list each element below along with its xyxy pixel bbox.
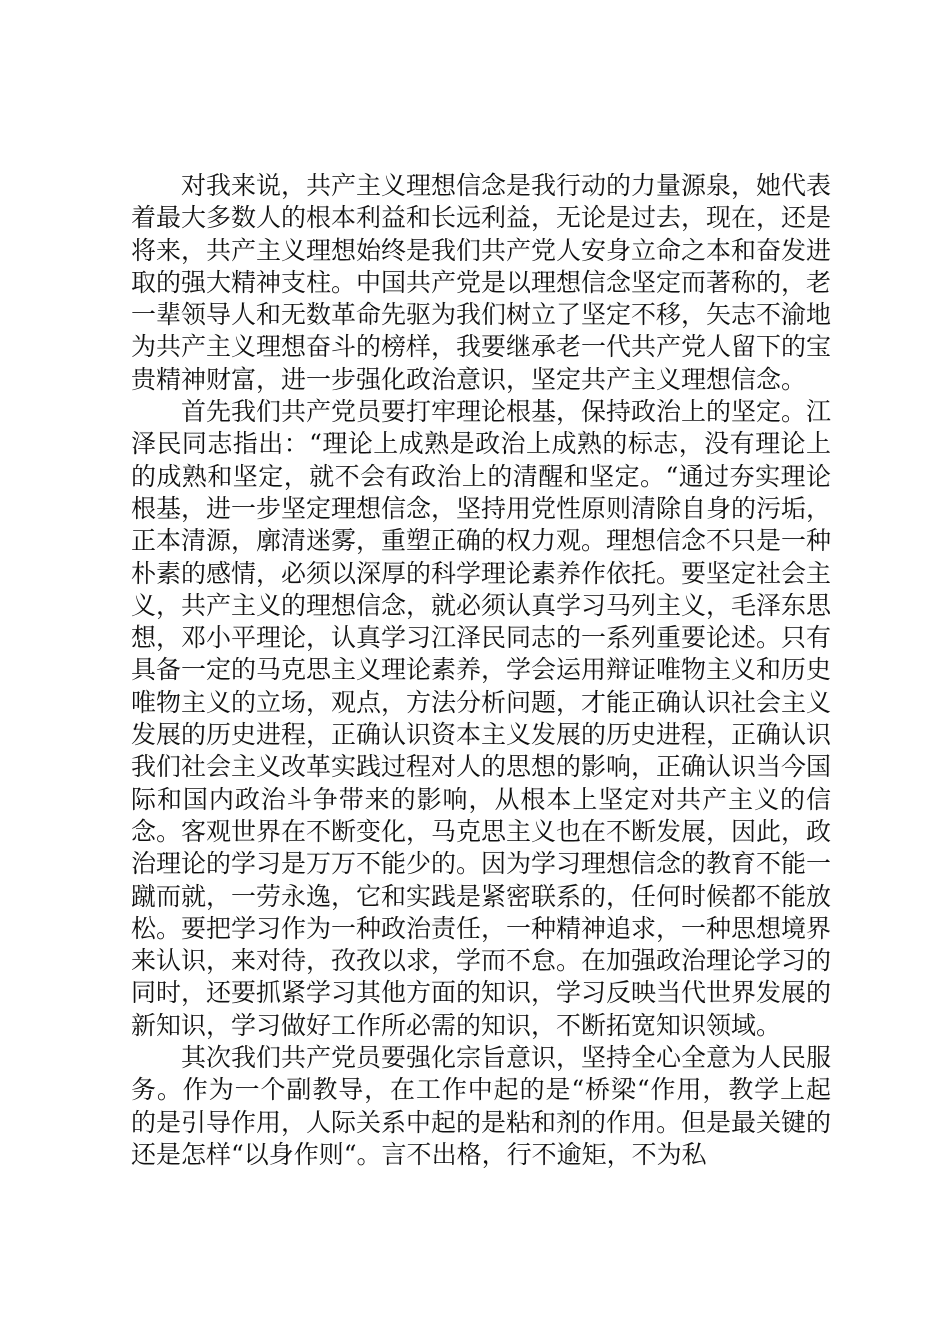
paragraph-theory-foundation: 首先我们共产党员要打牢理论根基，保持政治上的坚定。江泽民同志指出：“理论上成熟是政治上成熟的标志，没有理论上的成熟和坚定，就不会有政治上的清醒和坚定。“通过夯实理论根基，进一步坚定理想信念，坚持用党性原则清除自身的污垢，正本清源，廓清迷雾，重塑正确的权力观。理想信念不只是一种朴素的感情，必须以深厚的科学理论素养作依托。要坚定社会主义，共产主义的理想信念，就必须认真学习马列主义，毛泽东思想，邓小平理论，认真学习江泽民同志的一系列重要论述。只有具备一定的马克思主义理论素养，学会运用辩证唯物主义和历史唯物主义的立场，观点，方法分析问题，才能正确认识社会主义发展的历史进程，正确认识资本主义发展的历史进程，正确认识我们社会主义改革实践过程对人的思想的影响，正确认识当今国际和国内政治斗争带来的影响，从根本上坚定对共产主义的信念。客观世界在不断变化，马克思主义也在不断发展，因此，政治理论的学习是万万不能少的。因为学习理想信念的教育不能一蹴而就，一劳永逸，它和实践是紧密联系的，任何时候都不能放松。要把学习作为一种政治责任，一种精神追求，一种思想境界来认识，来对待，孜孜以求，学而不怠。在加强政治理论学习的同时，还要抓紧学习其他方面的知识，学习反映当代世界发展的新知识，学习做好工作所必需的知识，不断拓宽知识领域。 [131,397,832,1040]
paragraph-ideal-belief: 对我来说，共产主义理想信念是我行动的力量源泉，她代表着最大多数人的根本利益和长远利益，无论是过去，现在，还是将来，共产主义理想始终是我们共产党人安身立命之本和奋发进取的强大精神支柱。中国共产党是以理想信念坚定而著称的，老一辈领导人和无数革命先驱为我们树立了坚定不移，矢志不渝地为共产主义理想奋斗的榜样，我要继承老一代共产党人留下的宝贵精神财富，进一步强化政治意识，坚定共产主义理想信念。 [131,171,832,394]
document-body [131,170,831,1171]
paragraph-service-purpose: 其次我们共产党员要强化宗旨意识，坚持全心全意为人民服务。作为一个副教导，在工作中起的是“桥梁“作用，教学上起的是引导作用，人际关系中起的是粘和剂的作用。但是最关键的还是怎样“以身作则“。言不出格，行不逾矩，不为私 [131,1043,832,1169]
